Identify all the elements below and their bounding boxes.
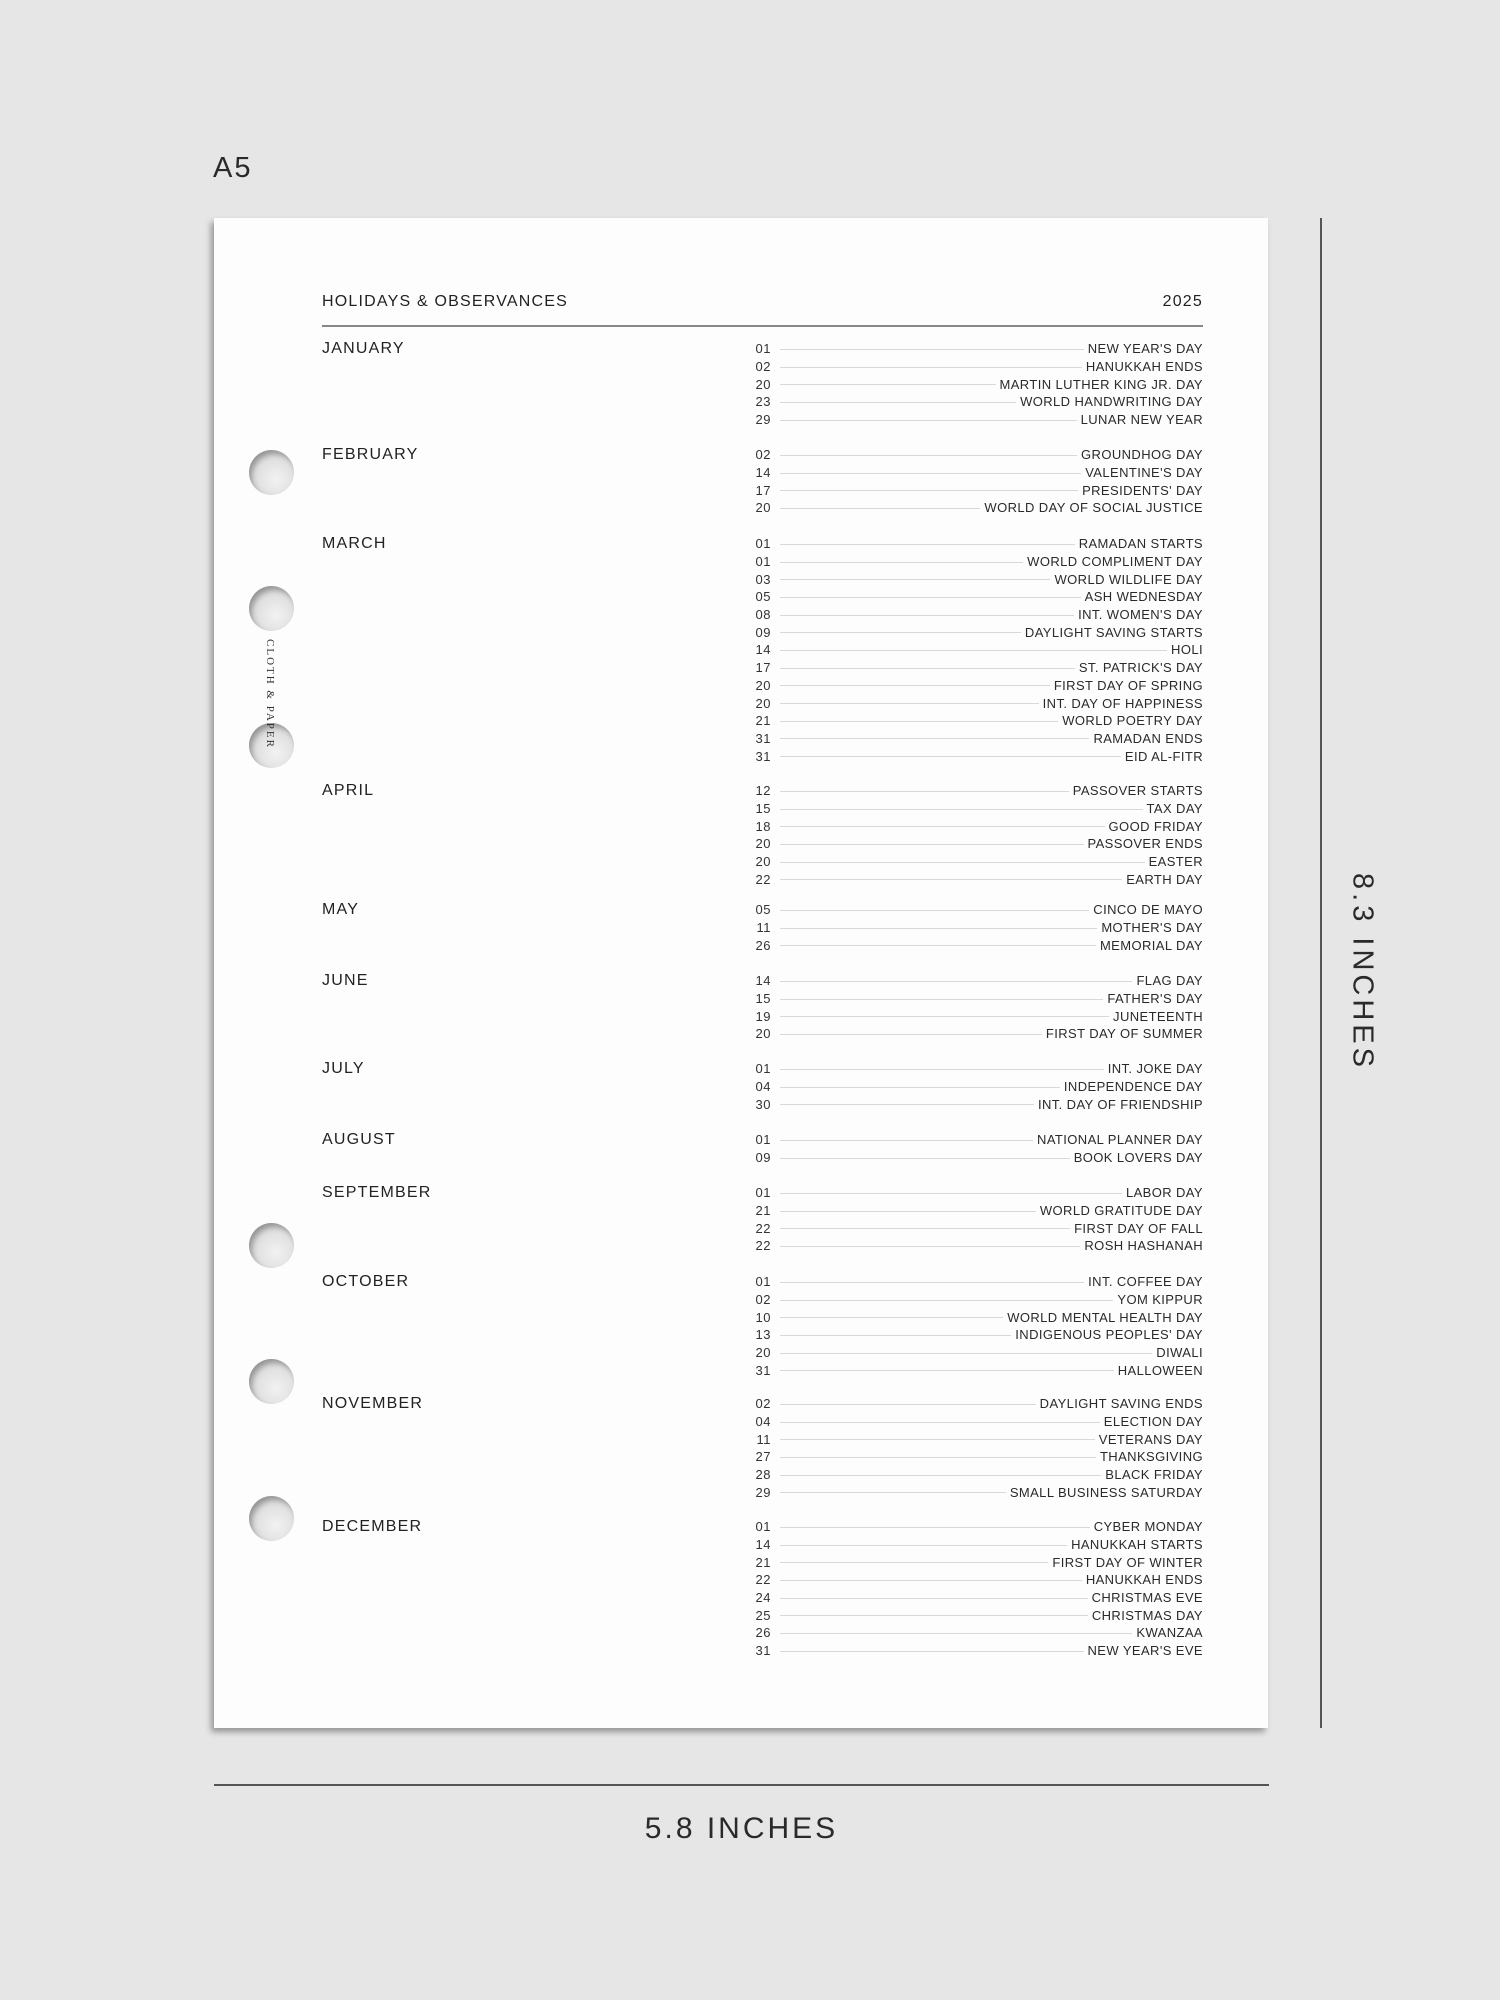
holiday-row [322, 1095, 1203, 1113]
month-name: MAY [322, 901, 360, 918]
width-dimension-label: 5.8 INCHES [644, 1812, 839, 1845]
holiday-day: 21 [755, 1554, 771, 1570]
holiday-day: 31 [755, 730, 771, 746]
holiday-day: 01 [755, 536, 771, 552]
holiday-day: 20 [755, 854, 771, 870]
holiday-row [322, 1344, 1203, 1362]
holiday-name: ST. PATRICK'S DAY [1075, 660, 1203, 675]
holiday-day: 20 [755, 677, 771, 693]
holiday-day: 20 [755, 1345, 771, 1361]
holiday-name: FIRST DAY OF FALL [1070, 1221, 1203, 1236]
holiday-name: FATHER'S DAY [1103, 991, 1203, 1006]
holiday-day: 20 [755, 376, 771, 392]
holiday-name: MEMORIAL DAY [1096, 938, 1203, 953]
holiday-row [322, 1007, 1203, 1025]
holiday-row [322, 1483, 1203, 1501]
holiday-row [322, 1060, 1203, 1078]
holiday-name: INDIGENOUS PEOPLES' DAY [1011, 1327, 1203, 1342]
holiday-name: WORLD GRATITUDE DAY [1036, 1203, 1203, 1218]
binder-hole [249, 1223, 294, 1268]
holiday-day: 20 [755, 695, 771, 711]
holiday-row [322, 1606, 1203, 1624]
holiday-row [322, 901, 1203, 919]
holiday-name: ROSH HASHANAH [1080, 1238, 1203, 1253]
holiday-name: ASH WEDNESDAY [1081, 589, 1203, 604]
holiday-day: 26 [755, 937, 771, 953]
holiday-name: EARTH DAY [1122, 872, 1203, 887]
holiday-row [322, 1571, 1203, 1589]
planner-page [214, 218, 1268, 1728]
holiday-name: HALLOWEEN [1114, 1363, 1203, 1378]
holiday-row [322, 817, 1203, 835]
binder-hole [249, 1359, 294, 1404]
holiday-day: 08 [755, 607, 771, 623]
holiday-name: CHRISTMAS EVE [1088, 1590, 1203, 1605]
holiday-day: 11 [756, 920, 771, 936]
holiday-row [322, 782, 1203, 800]
holiday-day: 11 [756, 1431, 771, 1447]
holiday-row [322, 1149, 1203, 1167]
holiday-row [322, 1518, 1203, 1536]
holiday-row [322, 464, 1203, 482]
holiday-row [322, 1237, 1203, 1255]
holiday-day: 14 [755, 465, 771, 481]
holiday-day: 22 [755, 871, 771, 887]
holiday-day: 22 [755, 1220, 771, 1236]
holiday-day: 05 [755, 902, 771, 918]
month-name: OCTOBER [322, 1273, 410, 1290]
binder-hole [249, 450, 294, 495]
holiday-row [322, 481, 1203, 499]
holiday-row [322, 1395, 1203, 1413]
holiday-row [322, 712, 1203, 730]
holiday-name: WORLD HANDWRITING DAY [1016, 394, 1203, 409]
holiday-row [322, 677, 1203, 695]
holiday-row [322, 694, 1203, 712]
holiday-name: CINCO DE MAYO [1089, 902, 1203, 917]
holiday-name: NEW YEAR'S DAY [1084, 341, 1203, 356]
holiday-day: 19 [755, 1008, 771, 1024]
holiday-name: GROUNDHOG DAY [1077, 447, 1203, 462]
leader-line [780, 809, 1203, 810]
holiday-row [322, 358, 1203, 376]
holiday-name: PASSOVER ENDS [1084, 836, 1204, 851]
holiday-row [322, 375, 1203, 393]
holiday-row [322, 1413, 1203, 1431]
header-divider [322, 325, 1203, 327]
holiday-row [322, 1078, 1203, 1096]
holiday-day: 13 [755, 1327, 771, 1343]
holiday-day: 31 [755, 1362, 771, 1378]
holiday-day: 29 [755, 1484, 771, 1500]
page-title: HOLIDAYS & OBSERVANCES [322, 293, 569, 310]
holiday-row [322, 1536, 1203, 1554]
holiday-day: 04 [755, 1414, 771, 1430]
holiday-row [322, 553, 1203, 571]
leader-line [780, 862, 1203, 863]
holiday-day: 01 [755, 1185, 771, 1201]
holiday-day: 22 [755, 1572, 771, 1588]
holiday-name: FIRST DAY OF WINTER [1048, 1555, 1203, 1570]
holiday-name: THANKSGIVING [1096, 1449, 1203, 1464]
month-name: NOVEMBER [322, 1395, 424, 1412]
holiday-name: KWANZAA [1132, 1625, 1203, 1640]
holiday-day: 21 [755, 713, 771, 729]
holiday-name: LABOR DAY [1122, 1185, 1203, 1200]
month-name: APRIL [322, 782, 375, 799]
holiday-name: CHRISTMAS DAY [1088, 1608, 1203, 1623]
holiday-day: 02 [755, 359, 771, 375]
month-name: SEPTEMBER [322, 1184, 432, 1201]
holiday-day: 20 [755, 1026, 771, 1042]
holiday-name: SMALL BUSINESS SATURDAY [1006, 1485, 1203, 1500]
holiday-day: 01 [755, 1274, 771, 1290]
holiday-name: WORLD DAY OF SOCIAL JUSTICE [980, 500, 1203, 515]
holiday-name: HANUKKAH ENDS [1082, 1572, 1203, 1587]
holiday-day: 30 [755, 1096, 771, 1112]
holiday-day: 03 [755, 571, 771, 587]
holiday-day: 26 [755, 1625, 771, 1641]
holiday-row [322, 936, 1203, 954]
month-name: JULY [322, 1060, 365, 1077]
holiday-day: 31 [755, 748, 771, 764]
holiday-name: JUNETEENTH [1109, 1009, 1203, 1024]
holiday-day: 05 [755, 589, 771, 605]
holiday-name: INT. JOKE DAY [1104, 1061, 1203, 1076]
holiday-row [322, 659, 1203, 677]
holiday-name: INT. COFFEE DAY [1084, 1274, 1203, 1289]
holiday-name: NEW YEAR'S EVE [1084, 1643, 1203, 1658]
holiday-day: 29 [755, 412, 771, 428]
holiday-row [322, 1202, 1203, 1220]
holiday-name: CYBER MONDAY [1090, 1519, 1203, 1534]
width-dimension-line [214, 1784, 1269, 1786]
binder-hole [249, 1496, 294, 1541]
holiday-name: WORLD WILDLIFE DAY [1050, 572, 1203, 587]
page-year: 2025 [1162, 293, 1203, 310]
holiday-day: 22 [755, 1238, 771, 1254]
holiday-row [322, 588, 1203, 606]
holiday-name: EASTER [1145, 854, 1203, 869]
holiday-day: 15 [755, 801, 771, 817]
holiday-row [322, 919, 1203, 937]
holiday-name: FLAG DAY [1132, 973, 1203, 988]
holiday-name: INT. WOMEN'S DAY [1074, 607, 1203, 622]
holiday-day: 02 [755, 1292, 771, 1308]
brand-mark: CLOTH & PAPER [264, 639, 276, 749]
holiday-day: 23 [755, 394, 771, 410]
holiday-name: DIWALI [1152, 1345, 1203, 1360]
holiday-day: 14 [755, 1537, 771, 1553]
holiday-day: 01 [755, 554, 771, 570]
holiday-name: HOLI [1167, 642, 1203, 657]
holiday-row [322, 1184, 1203, 1202]
holiday-row [322, 1361, 1203, 1379]
holiday-day: 20 [755, 500, 771, 516]
holiday-row [322, 641, 1203, 659]
holiday-row [322, 800, 1203, 818]
holiday-row [322, 1466, 1203, 1484]
holiday-day: 01 [755, 1519, 771, 1535]
holiday-name: DAYLIGHT SAVING ENDS [1036, 1396, 1203, 1411]
month-name: FEBRUARY [322, 446, 419, 463]
holiday-name: HANUKKAH ENDS [1082, 359, 1203, 374]
holiday-name: INT. DAY OF FRIENDSHIP [1034, 1097, 1203, 1112]
holiday-day: 28 [755, 1467, 771, 1483]
holiday-row [322, 1589, 1203, 1607]
holiday-day: 31 [755, 1643, 771, 1659]
holiday-row [322, 972, 1203, 990]
holiday-name: YOM KIPPUR [1113, 1292, 1203, 1307]
height-dimension-label: 8.3 INCHES [1346, 873, 1379, 1071]
holiday-row [322, 1131, 1203, 1149]
holiday-day: 25 [755, 1607, 771, 1623]
holiday-day: 18 [755, 818, 771, 834]
holiday-row [322, 835, 1203, 853]
month-name: AUGUST [322, 1131, 396, 1148]
holiday-day: 27 [755, 1449, 771, 1465]
holiday-row [322, 1624, 1203, 1642]
holiday-day: 12 [755, 783, 771, 799]
holiday-name: DAYLIGHT SAVING STARTS [1021, 625, 1203, 640]
holiday-name: BLACK FRIDAY [1101, 1467, 1203, 1482]
holiday-name: VALENTINE'S DAY [1081, 465, 1203, 480]
holiday-day: 09 [755, 624, 771, 640]
holiday-row [322, 411, 1203, 429]
holiday-day: 02 [755, 447, 771, 463]
holiday-row [322, 1025, 1203, 1043]
leader-line [780, 1353, 1203, 1354]
holiday-row [322, 1273, 1203, 1291]
month-name: JANUARY [322, 340, 405, 357]
leader-line [780, 650, 1203, 651]
holiday-name: HANUKKAH STARTS [1067, 1537, 1203, 1552]
holiday-name: FIRST DAY OF SUMMER [1042, 1026, 1203, 1041]
holiday-row [322, 1553, 1203, 1571]
holiday-row [322, 340, 1203, 358]
holiday-name: PRESIDENTS' DAY [1078, 483, 1203, 498]
holiday-name: MOTHER'S DAY [1097, 920, 1203, 935]
holiday-day: 24 [755, 1590, 771, 1606]
holiday-day: 02 [755, 1396, 771, 1412]
holiday-name: ELECTION DAY [1100, 1414, 1203, 1429]
holiday-day: 14 [755, 642, 771, 658]
holiday-name: FIRST DAY OF SPRING [1050, 678, 1203, 693]
holiday-row [322, 393, 1203, 411]
holiday-name: BOOK LOVERS DAY [1070, 1150, 1203, 1165]
holiday-row [322, 853, 1203, 871]
holiday-day: 10 [755, 1309, 771, 1325]
holiday-day: 17 [755, 482, 771, 498]
holiday-day: 21 [755, 1203, 771, 1219]
holiday-row [322, 623, 1203, 641]
holiday-name: RAMADAN ENDS [1089, 731, 1203, 746]
paper-size-label: A5 [213, 152, 253, 184]
holiday-day: 09 [755, 1150, 771, 1166]
holiday-row [322, 499, 1203, 517]
holiday-row [322, 1219, 1203, 1237]
holiday-name: WORLD POETRY DAY [1058, 713, 1203, 728]
holiday-row [322, 1291, 1203, 1309]
holiday-name: WORLD COMPLIMENT DAY [1023, 554, 1203, 569]
holiday-row [322, 870, 1203, 888]
holiday-day: 15 [755, 991, 771, 1007]
holiday-row [322, 570, 1203, 588]
holiday-day: 04 [755, 1079, 771, 1095]
height-dimension-line [1320, 218, 1322, 1728]
month-name: MARCH [322, 535, 387, 552]
holiday-row [322, 747, 1203, 765]
holiday-name: TAX DAY [1143, 801, 1204, 816]
holiday-name: INT. DAY OF HAPPINESS [1039, 696, 1203, 711]
holiday-row [322, 535, 1203, 553]
holiday-name: GOOD FRIDAY [1105, 819, 1203, 834]
holiday-row [322, 730, 1203, 748]
holiday-row [322, 990, 1203, 1008]
holiday-day: 14 [755, 973, 771, 989]
holiday-row [322, 1430, 1203, 1448]
holiday-day: 01 [755, 341, 771, 357]
month-name: JUNE [322, 972, 369, 989]
holiday-name: INDEPENDENCE DAY [1060, 1079, 1203, 1094]
holiday-name: EID AL-FITR [1121, 749, 1203, 764]
holiday-name: PASSOVER STARTS [1069, 783, 1203, 798]
holiday-row [322, 1326, 1203, 1344]
holiday-row [322, 1642, 1203, 1660]
holiday-row [322, 446, 1203, 464]
holiday-name: VETERANS DAY [1095, 1432, 1203, 1447]
holiday-row [322, 606, 1203, 624]
holiday-name: NATIONAL PLANNER DAY [1033, 1132, 1203, 1147]
holiday-day: 01 [755, 1132, 771, 1148]
holiday-day: 17 [755, 660, 771, 676]
holiday-day: 20 [755, 836, 771, 852]
holiday-name: LUNAR NEW YEAR [1077, 412, 1203, 427]
holiday-day: 01 [755, 1061, 771, 1077]
holiday-row [322, 1448, 1203, 1466]
holiday-name: MARTIN LUTHER KING JR. DAY [996, 377, 1204, 392]
holiday-row [322, 1308, 1203, 1326]
holiday-name: WORLD MENTAL HEALTH DAY [1003, 1310, 1203, 1325]
holiday-name: RAMADAN STARTS [1075, 536, 1203, 551]
month-name: DECEMBER [322, 1518, 423, 1535]
